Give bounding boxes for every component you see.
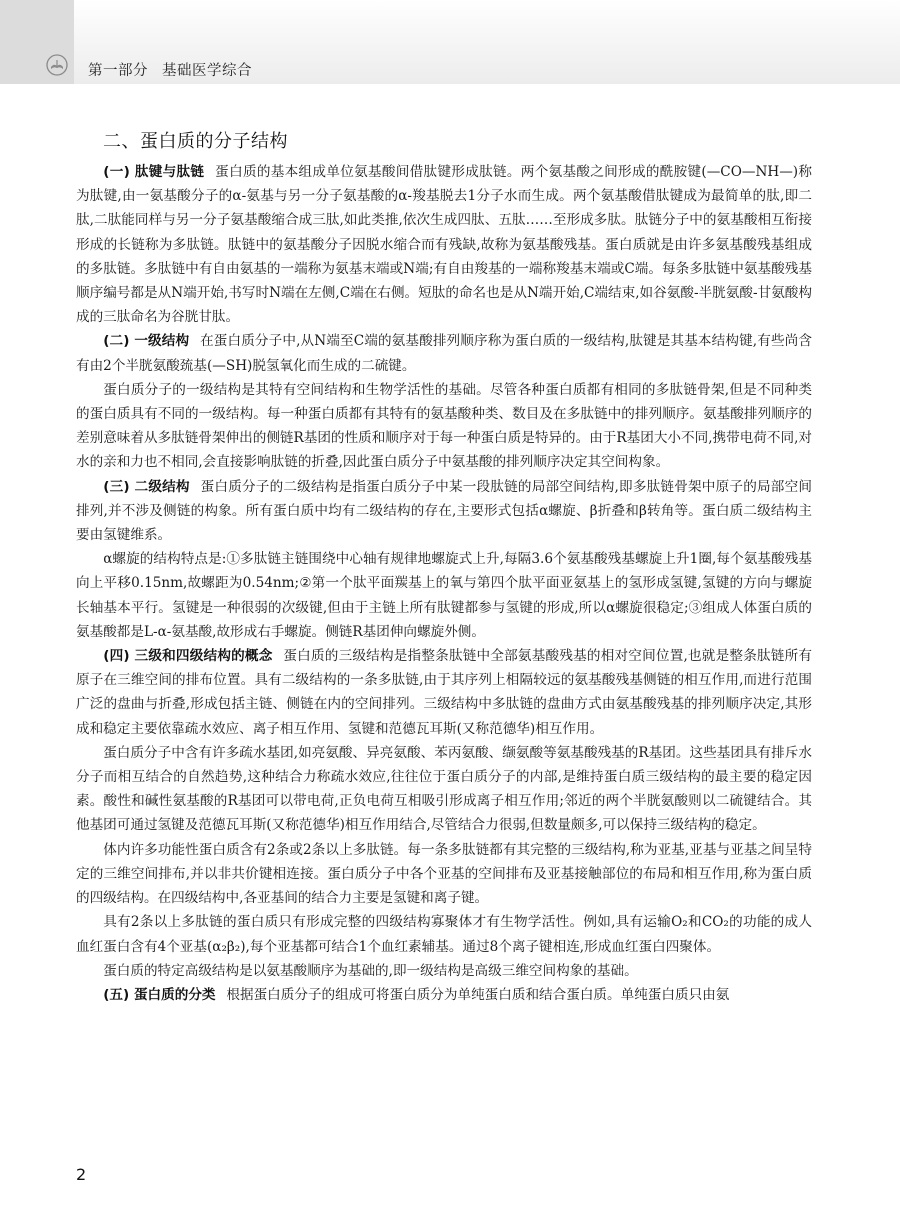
paragraph	[76, 838, 812, 911]
paragraph	[76, 910, 812, 958]
subheading-tertiary-quaternary: (四) 三级和四级结构的概念	[103, 648, 273, 665]
paragraph-text: α螺旋的结构特点是:①多肽链主链围绕中心轴有规律地螺旋式上升,每隔3.6个氨基酸残基螺旋上升1圈,每个氨基酸残基向上平移0.15nm,故螺距为0.54nm;②第一个肽平面羰基上的氧与第四个肽平面亚氨基上的氢形成氢键,氢键的方向与螺旋长轴基本平行。氢键是一种很弱的次级键,但由于主链上所有肽键都参与氢键的形成,所以α螺旋很稳定;③组成人体蛋白质的氨基酸都是L-α-氨基酸,故形成右手螺旋。侧链R基团伸向螺旋外侧。	[76, 551, 812, 640]
paragraph-text: 具有2条以上多肽链的蛋白质只有形成完整的四级结构寡聚体才有生物学活性。例如,具有运输O₂和CO₂的功能的成人血红蛋白含有4个亚基(α₂β₂),每个亚基都可结合1个血红素辅基。通过8个离子键相连,形成血红蛋白四聚体。	[76, 914, 812, 955]
paragraph-text: 体内许多功能性蛋白质含有2条或2条以上多肽链。每一条多肽链都有其完整的三级结构,称为亚基,亚基与亚基之间呈特定的三维空间排布,并以非共价键相连接。蛋白质分子中各个亚基的空间排布及亚基接触部位的布局和相互作用,称为蛋白质的四级结构。在四级结构中,各亚基间的结合力主要是氢键和离子键。	[76, 841, 812, 907]
subheading-classification: (五) 蛋白质的分类	[103, 986, 216, 1003]
paragraph	[76, 547, 812, 644]
paragraph-primary-structure	[76, 329, 812, 377]
paragraph-text: 蛋白质的基本组成单位氨基酸间借肽键形成肽链。两个氨基酸之间形成的酰胺键(—CO—NH—)称为肽键,由一氨基酸分子的α-氨基与另一分子氨基酸的α-羧基脱去1分子水而生成。两个氨基酸借肽键成为最简单的肽,即二肽,二肽能同样与另一分子氨基酸缩合成三肽,如此类推,依次生成四肽、五肽……至形成多肽。肽链分子中的氨基酸相互衔接形成的长链称为多肽链。肽链中的氨基酸分子因脱水缩合而有残缺,故称为氨基酸残基。蛋白质就是由许多氨基酸残基组成的多肽链。多肽链中有自由氨基的一端称为氨基末端或N端;有自由羧基的一端称羧基末端或C端。每条多肽链中氨基酸残基顺序编号都是从N端开始,书写时N端在左侧,C端在右侧。短肽的命名也是从N端开始,C端结束,如谷氨酸-半胱氨酸-甘氨酸构成的三肽命名为谷胱甘肽。	[76, 164, 812, 326]
paragraph-text: 蛋白质分子的一级结构是其特有空间结构和生物学活性的基础。尽管各种蛋白质都有相同的多肽链骨架,但是不同种类的蛋白质具有不同的一级结构。每一种蛋白质都有其特有的氨基酸种类、数目及在多肽链中的排列顺序。氨基酸排列顺序的差别意味着从多肽链骨架伸出的侧链R基团的性质和顺序对于每一种蛋白质是特异的。由于R基团大小不同,携带电荷不同,对水的亲和力也不相同,会直接影响肽链的折叠,因此蛋白质分子中氨基酸的排列顺序决定其空间构象。	[76, 381, 812, 471]
paragraph-tertiary-quaternary	[76, 644, 812, 741]
running-header	[88, 59, 252, 80]
paragraph-text: 蛋白质的特定高级结构是以氨基酸顺序为基础的,即一级结构是高级三维空间构象的基础。	[103, 962, 638, 979]
paragraph-text: 蛋白质的三级结构是指整条肽链中全部氨基酸残基的相对空间位置,也就是整条肽链所有原子在三维空间的排布位置。具有二级结构的一条多肽链,由于其序列上相隔较远的氨基酸残基侧链的相互作用,而进行范围广泛的盘曲与折叠,形成包括主链、侧链在内的空间排列。三级结构中多肽链的盘曲方式由氨基酸残基的排列顺序决定,其形成和稳定主要依靠疏水效应、离子相互作用、氢键和范德瓦耳斯(又称范德华)相互作用。	[76, 648, 812, 737]
paragraph-text: 根据蛋白质分子的组成可将蛋白质分为单纯蛋白质和结合蛋白质。单纯蛋白质只由氨	[226, 986, 730, 1003]
header-title: 基础医学综合	[162, 63, 252, 79]
page-number: 2	[76, 1165, 87, 1184]
paragraph	[76, 741, 812, 838]
paragraph	[76, 959, 812, 983]
paragraph	[76, 378, 812, 475]
paragraph-classification	[76, 983, 812, 1007]
subheading-secondary-structure: (三) 二级结构	[103, 478, 190, 495]
paragraph-text: 在蛋白质分子中,从N端至C端的氨基酸排列顺序称为蛋白质的一级结构,肽键是其基本结构键,有些尚含有由2个半胱氨酸巯基(—SH)脱氢氧化而生成的二硫键。	[76, 333, 812, 374]
subheading-primary-structure: (二) 一级结构	[103, 333, 190, 350]
paragraph-secondary-structure	[76, 475, 812, 548]
subheading-peptide-bond: (一) 肽键与肽链	[103, 164, 205, 180]
paragraph-text: 蛋白质分子中含有许多疏水基团,如亮氨酸、异亮氨酸、苯丙氨酸、缬氨酸等氨基酸残基的R基团。这些基团具有排斥水分子而相互结合的自然趋势,这种结合力称疏水效应,往往位于蛋白质分子的内部,是维持蛋白质三级结构的最主要的稳定因素。酸性和碱性氨基酸的R基团可以带电荷,正负电荷互相吸引形成离子相互作用;邻近的两个半胱氨酸则以二硫键结合。其他基团可通过氢键及范德瓦耳斯(又称范德华)相互作用结合,尽管结合力很弱,但数量颇多,可以保持三级结构的稳定。	[76, 744, 812, 834]
header-part: 第一部分	[88, 63, 148, 79]
section-title: 二、蛋白质的分子结构	[103, 131, 288, 152]
book-logo-icon	[46, 54, 68, 76]
body-text	[76, 160, 812, 1007]
paragraph-peptide-bond	[76, 160, 812, 329]
paragraph-text: 蛋白质分子的二级结构是指蛋白质分子中某一段肽链的局部空间结构,即多肽链骨架中原子的局部空间排列,并不涉及侧链的构象。所有蛋白质中均有二级结构的存在,主要形式包括α螺旋、β折叠和β转角等。蛋白质二级结构主要由氢键维系。	[76, 478, 812, 544]
